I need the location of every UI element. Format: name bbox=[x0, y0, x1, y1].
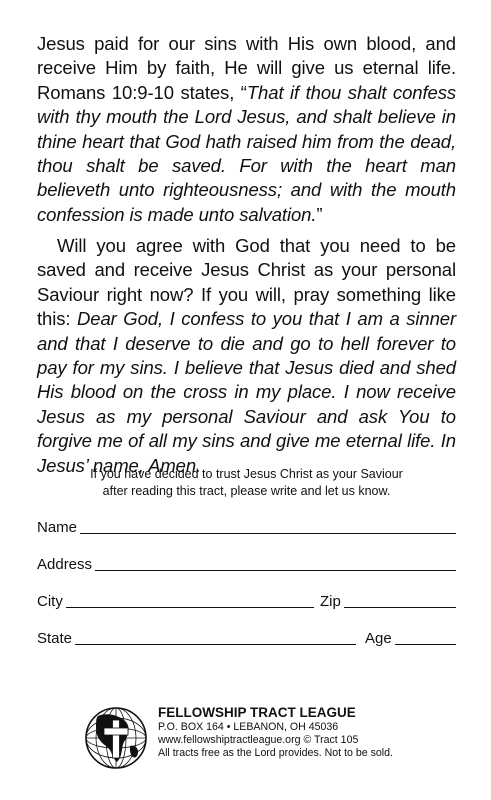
state-field[interactable] bbox=[37, 627, 356, 647]
name-field[interactable] bbox=[37, 516, 456, 536]
zip-field[interactable] bbox=[320, 590, 456, 610]
zip-label: Zip bbox=[320, 593, 341, 610]
globe-with-cross-icon bbox=[84, 706, 148, 770]
invitation-paragraph bbox=[37, 234, 456, 478]
address-field[interactable] bbox=[37, 553, 456, 573]
sample-prayer: Dear God, I confess to you that I am a sinner and that I deserve to die and go to hell forever to pay for my sins. I believe that Jesus died and shed His blood on the cross in my place. I now receive Jesus as my personal Saviour and ask You to forgive me of all my sins and give me eternal life. In Jesus’ name, Amen. bbox=[37, 308, 457, 476]
quote-close: ” bbox=[316, 203, 323, 225]
city-label: City bbox=[37, 593, 63, 610]
city-blank-line[interactable] bbox=[66, 606, 314, 608]
paragraph-text: Will you agree with God that you need to be saved and receive Jesus Christ as your personal Saviour right now? If you will, pray something like this: bbox=[37, 235, 456, 330]
age-label: Age bbox=[365, 630, 392, 647]
age-blank-line[interactable] bbox=[395, 643, 456, 645]
paragraph-text: Jesus paid for our sins with His own blood, and receive Him by faith, He will give us eternal life. Romans 10:9-10 states, “ bbox=[37, 33, 456, 103]
city-field[interactable] bbox=[37, 590, 314, 610]
address-label: Address bbox=[37, 556, 93, 573]
scripture-quote: That if thou shalt confess with thy mouth the Lord Jesus, and shalt believe in thine heart that God hath raised him from the dead, thou shalt be saved. For with the heart man believeth unto righteousness; and with the mouth confession is made unto salvation. bbox=[37, 81, 456, 225]
publisher-website: www.fellowshiptractleague.org © Tract 105 bbox=[158, 734, 359, 747]
publisher-block bbox=[158, 704, 458, 761]
publisher-address: P.O. BOX 164 • LEBANON, OH 45036 bbox=[158, 721, 339, 733]
address-blank-line[interactable] bbox=[95, 569, 456, 571]
zip-blank-line[interactable] bbox=[344, 606, 456, 608]
response-invitation bbox=[37, 466, 456, 500]
gospel-paragraph bbox=[37, 32, 456, 227]
name-blank-line[interactable] bbox=[80, 532, 456, 534]
state-blank-line[interactable] bbox=[75, 643, 356, 645]
invitation-line-1: If you have decided to trust Jesus Christ as your Saviour bbox=[90, 467, 403, 481]
invitation-line-2: after reading this tract, please write and let us know. bbox=[102, 484, 391, 498]
state-label: State bbox=[37, 630, 73, 647]
name-label: Name bbox=[37, 519, 78, 536]
publisher-name: FELLOWSHIP TRACT LEAGUE bbox=[158, 705, 356, 720]
publisher-note: All tracts free as the Lord provides. Not to be sold. bbox=[158, 747, 393, 760]
age-field[interactable] bbox=[365, 627, 456, 647]
